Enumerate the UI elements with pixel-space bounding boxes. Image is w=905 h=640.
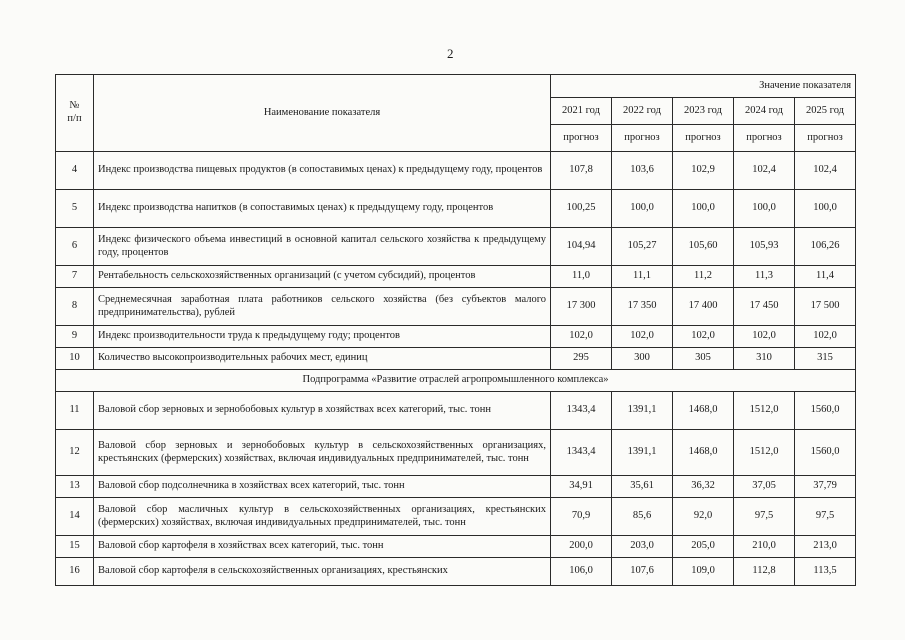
indicator-value: 85,6 [612, 498, 673, 536]
indicator-name: Валовой сбор картофеля в хозяйствах всех категорий, тыс. тонн [94, 536, 551, 558]
row-number: 7 [56, 266, 94, 288]
indicator-value: 105,93 [734, 228, 795, 266]
indicator-value: 112,8 [734, 558, 795, 586]
header-forecast: прогноз [612, 125, 673, 152]
table-row [56, 392, 856, 430]
indicator-name: Валовой сбор масличных культур в сельскохозяйственных организациях, крестьянских (фермерских) хозяйствах, включая индивидуальных предпринимателей, тыс. тонн [94, 498, 551, 536]
table-row [56, 288, 856, 326]
header-forecast: прогноз [673, 125, 734, 152]
indicator-value: 1560,0 [795, 392, 856, 430]
indicator-value: 11,3 [734, 266, 795, 288]
indicator-value: 1468,0 [673, 392, 734, 430]
table-row [56, 498, 856, 536]
indicator-value: 213,0 [795, 536, 856, 558]
indicators-table [55, 74, 856, 586]
indicator-value: 102,4 [795, 152, 856, 190]
header-name: Наименование показателя [94, 75, 551, 152]
indicator-value: 100,0 [795, 190, 856, 228]
table-row [56, 152, 856, 190]
subprogram-title: Подпрограмма «Развитие отраслей агропромышленного комплекса» [56, 370, 856, 392]
row-number: 16 [56, 558, 94, 586]
header-year: 2024 год [734, 98, 795, 125]
indicator-value: 17 500 [795, 288, 856, 326]
subprogram-row [56, 370, 856, 392]
indicator-value: 113,5 [795, 558, 856, 586]
row-number: 9 [56, 326, 94, 348]
indicator-value: 102,0 [673, 326, 734, 348]
indicator-value: 103,6 [612, 152, 673, 190]
table-row [56, 190, 856, 228]
page-number: 2 [447, 46, 454, 61]
indicator-value: 203,0 [612, 536, 673, 558]
row-number: 6 [56, 228, 94, 266]
indicator-value: 200,0 [551, 536, 612, 558]
table-row [56, 558, 856, 586]
header-forecast: прогноз [734, 125, 795, 152]
header-value-group: Значение показателя [551, 75, 856, 98]
indicator-value: 205,0 [673, 536, 734, 558]
indicator-value: 97,5 [795, 498, 856, 536]
indicator-value: 104,94 [551, 228, 612, 266]
indicator-name: Индекс производства напитков (в сопоставимых ценах) к предыдущему году, процентов [94, 190, 551, 228]
header-year: 2023 год [673, 98, 734, 125]
indicator-value: 34,91 [551, 476, 612, 498]
indicator-value: 100,0 [673, 190, 734, 228]
table-row [56, 326, 856, 348]
indicator-value: 37,05 [734, 476, 795, 498]
header-year: 2021 год [551, 98, 612, 125]
table-row [56, 228, 856, 266]
table-row [56, 476, 856, 498]
indicator-value: 100,0 [612, 190, 673, 228]
indicator-name: Индекс физического объема инвестиций в основной капитал сельского хозяйства к предыдущему году, процентов [94, 228, 551, 266]
indicator-value: 11,0 [551, 266, 612, 288]
indicator-value: 17 450 [734, 288, 795, 326]
indicator-value: 11,1 [612, 266, 673, 288]
indicator-value: 17 300 [551, 288, 612, 326]
header-number: № п/п [56, 75, 94, 152]
indicator-value: 106,0 [551, 558, 612, 586]
indicator-value: 1512,0 [734, 430, 795, 476]
indicator-value: 17 350 [612, 288, 673, 326]
row-number: 14 [56, 498, 94, 536]
indicator-name: Валовой сбор зерновых и зернобобовых культур в сельскохозяйственных организациях, крестьянских (фермерских) хозяйствах, включая индивидуальных предпринимателей, тыс. тонн [94, 430, 551, 476]
indicator-value: 102,0 [551, 326, 612, 348]
indicator-value: 102,9 [673, 152, 734, 190]
row-number: 10 [56, 348, 94, 370]
indicator-value: 11,4 [795, 266, 856, 288]
indicator-name: Индекс производительности труда к предыдущему году; процентов [94, 326, 551, 348]
header-forecast: прогноз [795, 125, 856, 152]
table-row [56, 348, 856, 370]
indicator-value: 1468,0 [673, 430, 734, 476]
header-year: 2025 год [795, 98, 856, 125]
table-row [56, 536, 856, 558]
indicator-value: 37,79 [795, 476, 856, 498]
indicator-name: Валовой сбор картофеля в сельскохозяйственных организациях, крестьянских [94, 558, 551, 586]
row-number: 11 [56, 392, 94, 430]
indicator-value: 70,9 [551, 498, 612, 536]
table-row [56, 266, 856, 288]
indicator-value: 36,32 [673, 476, 734, 498]
indicator-value: 107,8 [551, 152, 612, 190]
row-number: 4 [56, 152, 94, 190]
indicator-value: 107,6 [612, 558, 673, 586]
indicator-value: 295 [551, 348, 612, 370]
indicator-value: 102,4 [734, 152, 795, 190]
indicator-value: 210,0 [734, 536, 795, 558]
indicator-value: 1343,4 [551, 392, 612, 430]
table-row [56, 430, 856, 476]
indicator-value: 35,61 [612, 476, 673, 498]
indicator-value: 310 [734, 348, 795, 370]
indicator-value: 105,60 [673, 228, 734, 266]
indicator-value: 102,0 [612, 326, 673, 348]
indicator-value: 1391,1 [612, 430, 673, 476]
indicator-name: Валовой сбор зерновых и зернобобовых культур в хозяйствах всех категорий, тыс. тонн [94, 392, 551, 430]
row-number: 5 [56, 190, 94, 228]
indicator-value: 1343,4 [551, 430, 612, 476]
row-number: 12 [56, 430, 94, 476]
indicator-value: 1512,0 [734, 392, 795, 430]
indicator-value: 97,5 [734, 498, 795, 536]
indicator-value: 100,25 [551, 190, 612, 228]
indicator-name: Валовой сбор подсолнечника в хозяйствах всех категорий, тыс. тонн [94, 476, 551, 498]
indicator-value: 100,0 [734, 190, 795, 228]
indicator-value: 105,27 [612, 228, 673, 266]
indicator-value: 1391,1 [612, 392, 673, 430]
indicator-value: 11,2 [673, 266, 734, 288]
indicator-value: 92,0 [673, 498, 734, 536]
header-row-group [56, 75, 856, 98]
indicator-value: 109,0 [673, 558, 734, 586]
indicator-name: Количество высокопроизводительных рабочих мест, единиц [94, 348, 551, 370]
indicator-name: Рентабельность сельскохозяйственных организаций (с учетом субсидий), процентов [94, 266, 551, 288]
indicator-value: 102,0 [795, 326, 856, 348]
row-number: 15 [56, 536, 94, 558]
header-year: 2022 год [612, 98, 673, 125]
indicator-name: Индекс производства пищевых продуктов (в сопоставимых ценах) к предыдущему году, процентов [94, 152, 551, 190]
indicator-value: 17 400 [673, 288, 734, 326]
indicator-value: 102,0 [734, 326, 795, 348]
indicator-name: Среднемесячная заработная плата работников сельского хозяйства (без субъектов малого предпринимательства), рублей [94, 288, 551, 326]
indicator-value: 106,26 [795, 228, 856, 266]
header-forecast: прогноз [551, 125, 612, 152]
row-number: 13 [56, 476, 94, 498]
indicator-value: 300 [612, 348, 673, 370]
indicator-value: 1560,0 [795, 430, 856, 476]
indicator-value: 305 [673, 348, 734, 370]
row-number: 8 [56, 288, 94, 326]
indicator-value: 315 [795, 348, 856, 370]
